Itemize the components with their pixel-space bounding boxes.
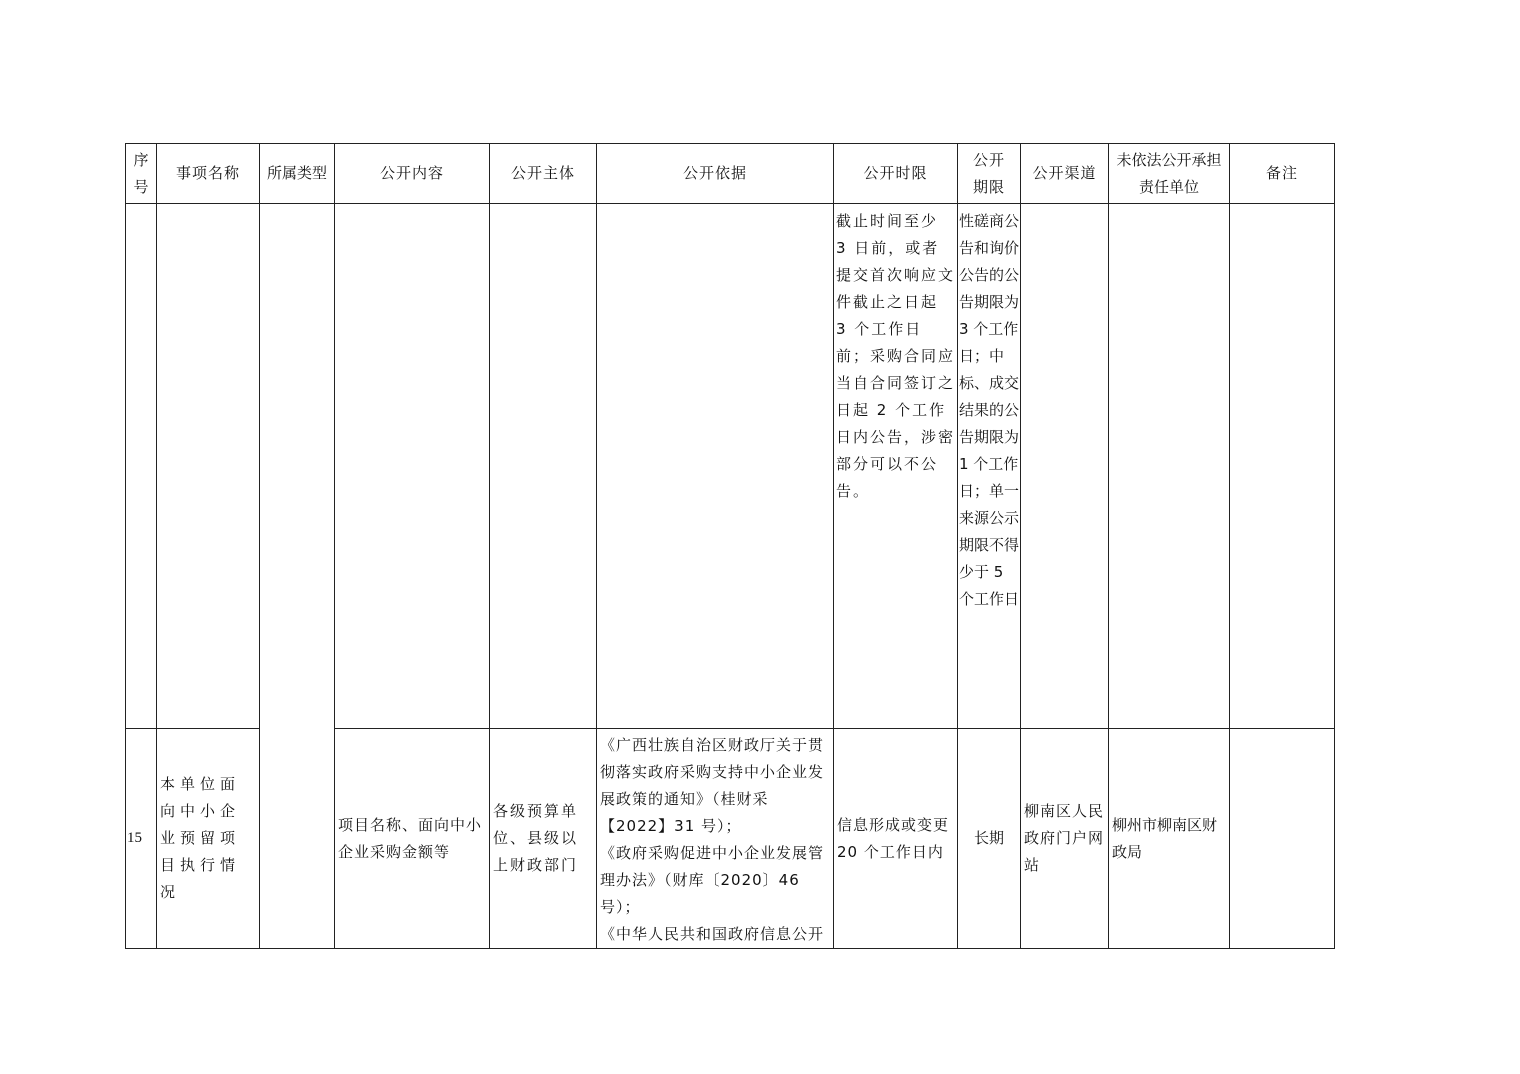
cell-content-cont xyxy=(335,204,490,729)
header-content: 公开内容 xyxy=(335,144,490,204)
cell-basis-cont xyxy=(597,204,834,729)
cell-responsible-15: 柳州市柳南区财政局 xyxy=(1109,729,1230,949)
basis-line-1: 《广西壮族自治区财政厅关于贯彻落实政府采购支持中小企业发展政策的通知》（桂财采【2022】31 号）； xyxy=(600,736,825,835)
header-responsible-line1: 未依法公开承担 xyxy=(1116,150,1222,169)
cell-remarks-15 xyxy=(1230,729,1335,949)
cell-period-15: 长期 xyxy=(958,729,1021,949)
header-period-line1: 公开 xyxy=(972,150,1005,169)
cell-item-name-cont xyxy=(157,204,260,729)
header-subject: 公开主体 xyxy=(490,144,597,204)
cell-basis-15 xyxy=(597,729,834,949)
header-no-line2: 号 xyxy=(133,177,149,196)
header-responsible-line2: 责任单位 xyxy=(1138,177,1199,196)
cell-content-15: 项目名称、面向中小企业采购金额等 xyxy=(335,729,490,949)
cell-subject-cont xyxy=(490,204,597,729)
header-no xyxy=(126,144,157,204)
table-row-continued xyxy=(126,204,1335,729)
cell-no-15: 15 xyxy=(126,729,157,949)
cell-no-cont xyxy=(126,204,157,729)
header-row xyxy=(126,144,1335,204)
disclosure-table xyxy=(125,143,1335,949)
header-no-line1: 序 xyxy=(133,150,149,169)
header-time-limit: 公开时限 xyxy=(834,144,958,204)
cell-responsible-cont xyxy=(1109,204,1230,729)
basis-line-2: 《政府采购促进中小企业发展管理办法》（财库〔2020〕46 号）； xyxy=(600,844,825,916)
header-basis: 公开依据 xyxy=(597,144,834,204)
header-channel: 公开渠道 xyxy=(1021,144,1109,204)
cell-remarks-cont xyxy=(1230,204,1335,729)
cell-item-name-15: 本单位面向中小企业预留项目执行情况 xyxy=(157,729,260,949)
cell-limit-cont: 截止时间至少 3 日前，或者提交首次响应文件截止之日起 3 个工作日前；采购合同应当自合同签订之日起 2 个工作日内公告，涉密部分可以不公告。 xyxy=(834,204,958,729)
header-remarks: 备注 xyxy=(1230,144,1335,204)
header-category: 所属类型 xyxy=(260,144,335,204)
cell-subject-15: 各级预算单位、县级以上财政部门 xyxy=(490,729,597,949)
cell-category-merged xyxy=(260,204,335,949)
header-responsible xyxy=(1109,144,1230,204)
cell-limit-15: 信息形成或变更 20 个工作日内 xyxy=(834,729,958,949)
cell-period-cont: 性磋商公告和询价公告的公告期限为 3 个工作日；中标、成交结果的公告期限为 1 个工作日；单一来源公示期限不得少于 5 个工作日 xyxy=(958,204,1021,729)
cell-channel-15: 柳南区人民政府门户网站 xyxy=(1021,729,1109,949)
header-item-name: 事项名称 xyxy=(157,144,260,204)
header-period xyxy=(958,144,1021,204)
basis-line-3: 《中华人民共和国政府信息公开 xyxy=(600,925,825,943)
cell-channel-cont xyxy=(1021,204,1109,729)
header-period-line2: 期限 xyxy=(972,177,1005,196)
